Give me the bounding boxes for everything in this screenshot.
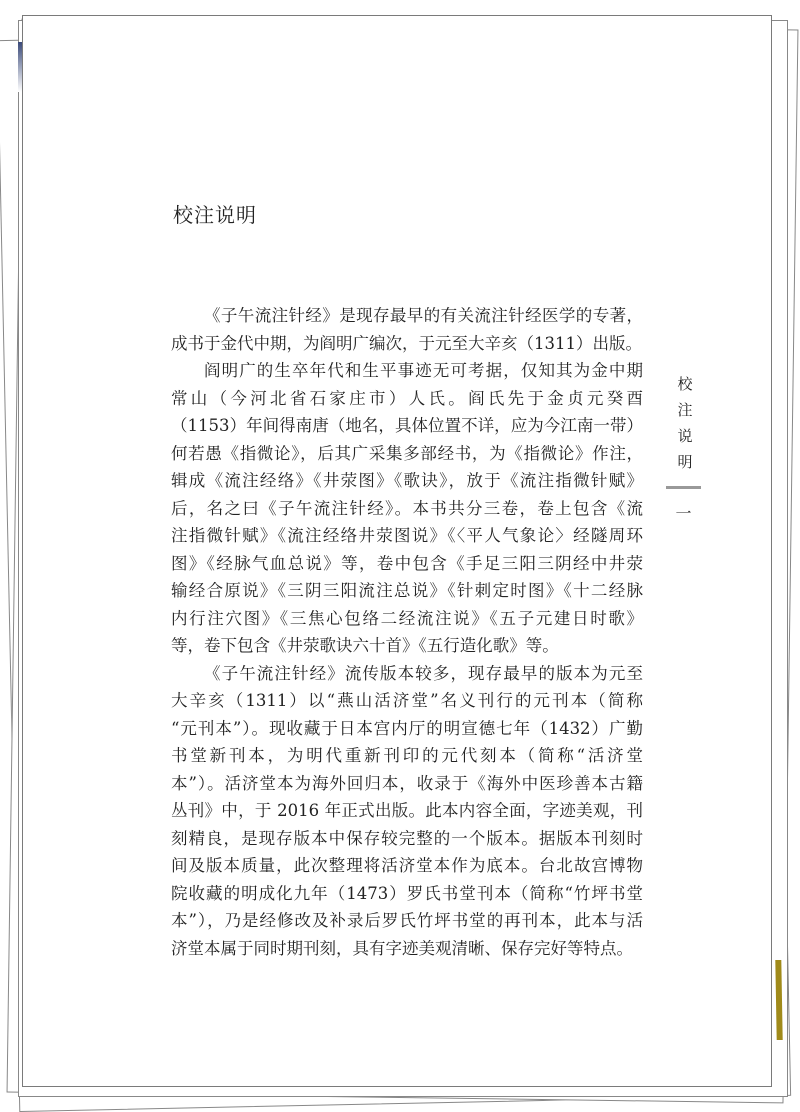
text-line: 成书于金代中期，为阎明广编次，于元至大辛亥（1311）出版。 [171, 333, 642, 353]
text-line: “元刊本”）。现收藏于日本宫内厅的明宣德七年（1432）广勤 [171, 718, 643, 738]
running-head-char: 校 [677, 375, 693, 393]
text-line: 等，卷下包含《井荥歌诀六十首》《五行造化歌》等。 [171, 636, 559, 655]
running-head [674, 371, 696, 475]
text-line: 济堂本属于同时期刊刻，具有字迹美观清晰、保存完好等特点。 [171, 938, 633, 958]
text-line: 后，名之曰《子午流注针经》。本书共分三卷，卷上包含《流 [171, 498, 643, 518]
page-number: 一 [675, 504, 692, 523]
text-line: 刻精良，是现存版本中保存较完整的一个版本。据版本刊刻时 [171, 828, 643, 848]
text-line: 《子午流注针经》流传版本较多，现存最早的版本为元至 [204, 663, 643, 683]
running-head-divider [666, 486, 701, 489]
text-line: 何若愚《指微论》，后其广采集多部经书，为《指微论》作注， [171, 443, 643, 463]
running-head-char: 注 [677, 401, 693, 419]
text-line: 大辛亥（1311）以“燕山活济堂”名义刊行的元刊本（简称 [171, 691, 643, 710]
running-head-char: 明 [677, 453, 693, 471]
running-head-char: 说 [677, 427, 693, 445]
body-text [171, 302, 643, 962]
text-line: 间及版本质量，此次整理将活济堂本作为底本。台北故宫博物 [171, 856, 643, 875]
text-line: 《子午流注针经》是现存最早的有关流注针经医学的专著， [204, 306, 643, 325]
text-line: 院收藏的明成化九年（1473）罗氏书堂刊本（简称“竹坪书堂 [171, 883, 643, 903]
text-line: 输经合原说》《三阴三阳流注总说》《针刺定时图》《十二经脉 [171, 581, 643, 600]
text-line: （1153）年间得南唐（地名，具体位置不详，应为今江南一带） [171, 416, 643, 435]
document-page [22, 15, 772, 1087]
text-line: 本”）。活济堂本为海外回归本，收录于《海外中医珍善本古籍 [171, 773, 643, 793]
text-line: 阎明广的生卒年代和生平事迹无可考据，仅知其为金中期 [204, 361, 643, 380]
text-line: 注指微针赋》《流注经络井荥图说》《〈平人气象论〉经隧周环 [171, 526, 643, 545]
text-line: 丛刊》中，于 2016 年正式出版。此本内容全面，字迹美观，刊 [171, 801, 643, 820]
text-line: 本”），乃是经修改及补录后罗氏竹坪书堂的再刊本，此本与活 [171, 911, 643, 930]
section-title: 校注说明 [173, 203, 257, 227]
text-line: 常山（今河北省石家庄市）人氏。阎氏先于金贞元癸酉 [171, 388, 643, 408]
text-line: 内行注穴图》《三焦心包络二经流注说》《五子元建日时歌》 [171, 608, 643, 628]
text-line: 辑成《流注经络》《井荥图》《歌诀》，放于《流注指微针赋》 [171, 471, 643, 490]
text-line: 书堂新刊本，为明代重新刊印的元代刻本（简称“活济堂 [171, 746, 643, 765]
text-line: 图》《经脉气血总说》等，卷中包含《手足三阳三阴经中井荥 [171, 553, 643, 573]
